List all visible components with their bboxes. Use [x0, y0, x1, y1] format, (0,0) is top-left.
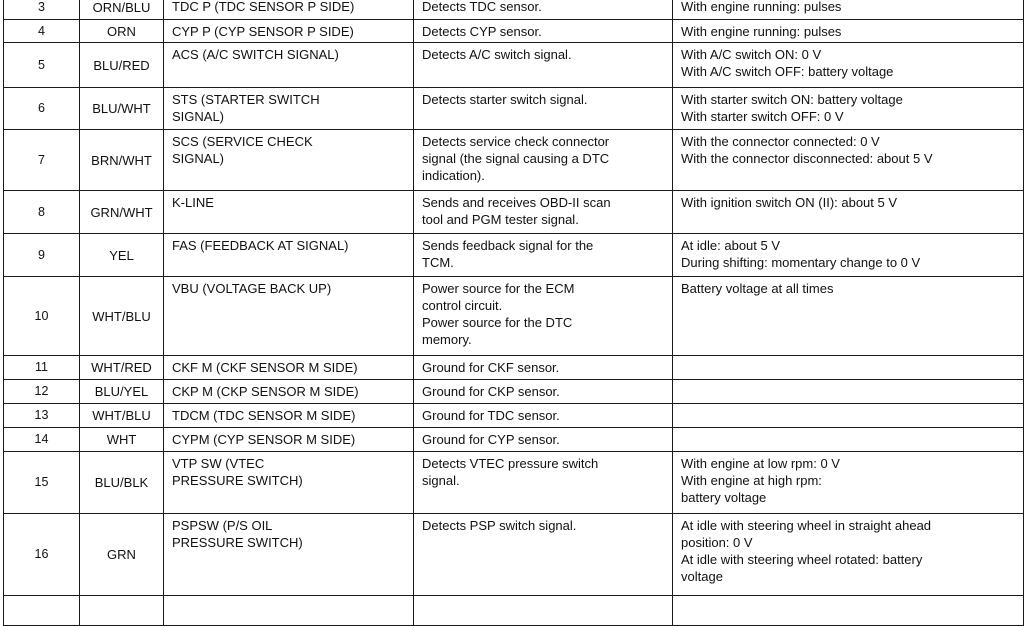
terminal-name	[164, 0, 414, 20]
terminal-description	[414, 356, 673, 380]
terminal-description	[414, 88, 673, 130]
terminal-description	[414, 277, 673, 356]
text-line: With engine at low rpm: 0 V	[681, 456, 840, 471]
text-line: battery voltage	[681, 490, 767, 505]
text-line: memory.	[422, 332, 472, 347]
terminal-name	[164, 43, 414, 88]
text-line: control circuit.	[422, 298, 503, 313]
terminal-number: 10	[4, 277, 80, 356]
cut-off-cell	[164, 596, 414, 626]
text-line: CYP P (CYP SENSOR P SIDE)	[172, 24, 354, 39]
signal-condition	[673, 0, 1024, 20]
signal-condition	[673, 88, 1024, 130]
wire-color: WHT/BLU	[80, 277, 164, 356]
text-line: With A/C switch OFF: battery voltage	[681, 64, 894, 79]
terminal-number: 7	[4, 130, 80, 191]
text-line: STS (STARTER SWITCH	[172, 92, 320, 107]
text-line: SIGNAL)	[172, 151, 225, 166]
signal-condition	[673, 234, 1024, 277]
text-line: Ground for CYP sensor.	[422, 432, 560, 447]
signal-condition	[673, 43, 1024, 88]
text-line: TCM.	[422, 255, 454, 270]
terminal-number: 6	[4, 88, 80, 130]
terminal-description	[414, 20, 673, 43]
terminal-number: 11	[4, 356, 80, 380]
terminal-number: 15	[4, 452, 80, 514]
signal-condition	[673, 277, 1024, 356]
signal-condition	[673, 380, 1024, 404]
table-row	[4, 43, 1024, 88]
terminal-name	[164, 428, 414, 452]
text-line: With starter switch OFF: 0 V	[681, 109, 844, 124]
text-line: signal (the signal causing a DTC	[422, 151, 610, 166]
cut-off-cell	[414, 596, 673, 626]
signal-condition	[673, 356, 1024, 380]
text-line: At idle with steering wheel in straight ahead	[681, 518, 932, 533]
terminal-description	[414, 191, 673, 234]
text-line: CKP M (CKP SENSOR M SIDE)	[172, 384, 359, 399]
terminal-description	[414, 380, 673, 404]
signal-condition	[673, 428, 1024, 452]
signal-condition	[673, 404, 1024, 428]
text-line: K-LINE	[172, 195, 214, 210]
text-line: CYPM (CYP SENSOR M SIDE)	[172, 432, 356, 447]
terminal-name	[164, 191, 414, 234]
terminal-name	[164, 130, 414, 191]
table-row	[4, 356, 1024, 380]
terminal-name	[164, 380, 414, 404]
terminal-name	[164, 356, 414, 380]
table-row	[4, 428, 1024, 452]
cut-off-cell	[80, 596, 164, 626]
text-line: PRESSURE SWITCH)	[172, 473, 303, 488]
terminal-name	[164, 88, 414, 130]
terminal-description	[414, 404, 673, 428]
text-line: With the connector disconnected: about 5 V	[681, 151, 933, 166]
terminal-description	[414, 452, 673, 514]
table-row	[4, 20, 1024, 43]
terminal-description	[414, 514, 673, 596]
table-row	[4, 596, 1024, 626]
table-row	[4, 404, 1024, 428]
text-line: FAS (FEEDBACK AT SIGNAL)	[172, 238, 349, 253]
text-line: Battery voltage at all times	[681, 281, 834, 296]
terminal-name	[164, 277, 414, 356]
wire-color: WHT/RED	[80, 356, 164, 380]
text-line: At idle with steering wheel rotated: battery	[681, 552, 923, 567]
terminal-name	[164, 452, 414, 514]
text-line: At idle: about 5 V	[681, 238, 781, 253]
text-line: Power source for the DTC	[422, 315, 573, 330]
text-line: CKF M (CKF SENSOR M SIDE)	[172, 360, 358, 375]
text-line: Ground for CKP sensor.	[422, 384, 560, 399]
table-row	[4, 380, 1024, 404]
text-line: With engine running: pulses	[681, 0, 842, 14]
text-line: Detects TDC sensor.	[422, 0, 542, 14]
terminal-name	[164, 514, 414, 596]
table-row	[4, 0, 1024, 20]
wire-color: YEL	[80, 234, 164, 277]
text-line: With ignition switch ON (II): about 5 V	[681, 195, 898, 210]
text-line: With the connector connected: 0 V	[681, 134, 880, 149]
text-line: PSPSW (P/S OIL	[172, 518, 273, 533]
text-line: Ground for TDC sensor.	[422, 408, 560, 423]
signal-condition	[673, 514, 1024, 596]
terminal-description	[414, 428, 673, 452]
wire-color: ORN/BLU	[80, 0, 164, 20]
table-row	[4, 234, 1024, 277]
terminal-name	[164, 20, 414, 43]
terminal-description	[414, 130, 673, 191]
signal-condition	[673, 452, 1024, 514]
text-line: Detects VTEC pressure switch	[422, 456, 599, 471]
wire-color: GRN	[80, 514, 164, 596]
terminal-description	[414, 0, 673, 20]
text-line: With A/C switch ON: 0 V	[681, 47, 822, 62]
terminal-number: 5	[4, 43, 80, 88]
text-line: position: 0 V	[681, 535, 753, 550]
table-row	[4, 130, 1024, 191]
signal-condition	[673, 191, 1024, 234]
terminal-number: 14	[4, 428, 80, 452]
text-line: Power source for the ECM	[422, 281, 575, 296]
terminal-number: 8	[4, 191, 80, 234]
text-line: TDCM (TDC SENSOR M SIDE)	[172, 408, 356, 423]
text-line: ACS (A/C SWITCH SIGNAL)	[172, 47, 339, 62]
text-line: During shifting: momentary change to 0 V	[681, 255, 921, 270]
terminal-description	[414, 234, 673, 277]
wire-color: BLU/WHT	[80, 88, 164, 130]
text-line: PRESSURE SWITCH)	[172, 535, 303, 550]
text-line: Sends feedback signal for the	[422, 238, 594, 253]
text-line: VBU (VOLTAGE BACK UP)	[172, 281, 332, 296]
cut-off-cell	[4, 596, 80, 626]
text-line: Ground for CKF sensor.	[422, 360, 560, 375]
table-row	[4, 277, 1024, 356]
terminal-number: 3	[4, 0, 80, 20]
text-line: signal.	[422, 473, 460, 488]
terminal-table	[3, 0, 1024, 626]
terminal-name	[164, 404, 414, 428]
text-line: SIGNAL)	[172, 109, 225, 124]
wire-color: WHT	[80, 428, 164, 452]
text-line: VTP SW (VTEC	[172, 456, 265, 471]
table-row	[4, 191, 1024, 234]
text-line: Detects CYP sensor.	[422, 24, 542, 39]
wire-color: BLU/BLK	[80, 452, 164, 514]
text-line: Sends and receives OBD-II scan	[422, 195, 611, 210]
wire-color: WHT/BLU	[80, 404, 164, 428]
wire-color: BLU/YEL	[80, 380, 164, 404]
text-line: Detects A/C switch signal.	[422, 47, 572, 62]
terminal-number: 13	[4, 404, 80, 428]
text-line: TDC P (TDC SENSOR P SIDE)	[172, 0, 355, 14]
text-line: SCS (SERVICE CHECK	[172, 134, 313, 149]
terminal-number: 16	[4, 514, 80, 596]
wire-color: BLU/RED	[80, 43, 164, 88]
table-row	[4, 514, 1024, 596]
wire-color: ORN	[80, 20, 164, 43]
terminal-description	[414, 43, 673, 88]
terminal-table-body	[4, 0, 1024, 626]
text-line: voltage	[681, 569, 723, 584]
text-line: With engine running: pulses	[681, 24, 842, 39]
wire-color: BRN/WHT	[80, 130, 164, 191]
text-line: Detects PSP switch signal.	[422, 518, 577, 533]
table-row	[4, 452, 1024, 514]
wire-color: GRN/WHT	[80, 191, 164, 234]
text-line: indication).	[422, 168, 485, 183]
cut-off-cell	[673, 596, 1024, 626]
table-row	[4, 88, 1024, 130]
terminal-number: 9	[4, 234, 80, 277]
terminal-name	[164, 234, 414, 277]
text-line: With engine at high rpm:	[681, 473, 822, 488]
text-line: Detects service check connector	[422, 134, 610, 149]
terminal-number: 12	[4, 380, 80, 404]
terminal-number: 4	[4, 20, 80, 43]
text-line: Detects starter switch signal.	[422, 92, 588, 107]
signal-condition	[673, 20, 1024, 43]
text-line: With starter switch ON: battery voltage	[681, 92, 903, 107]
text-line: tool and PGM tester signal.	[422, 212, 579, 227]
signal-condition	[673, 130, 1024, 191]
